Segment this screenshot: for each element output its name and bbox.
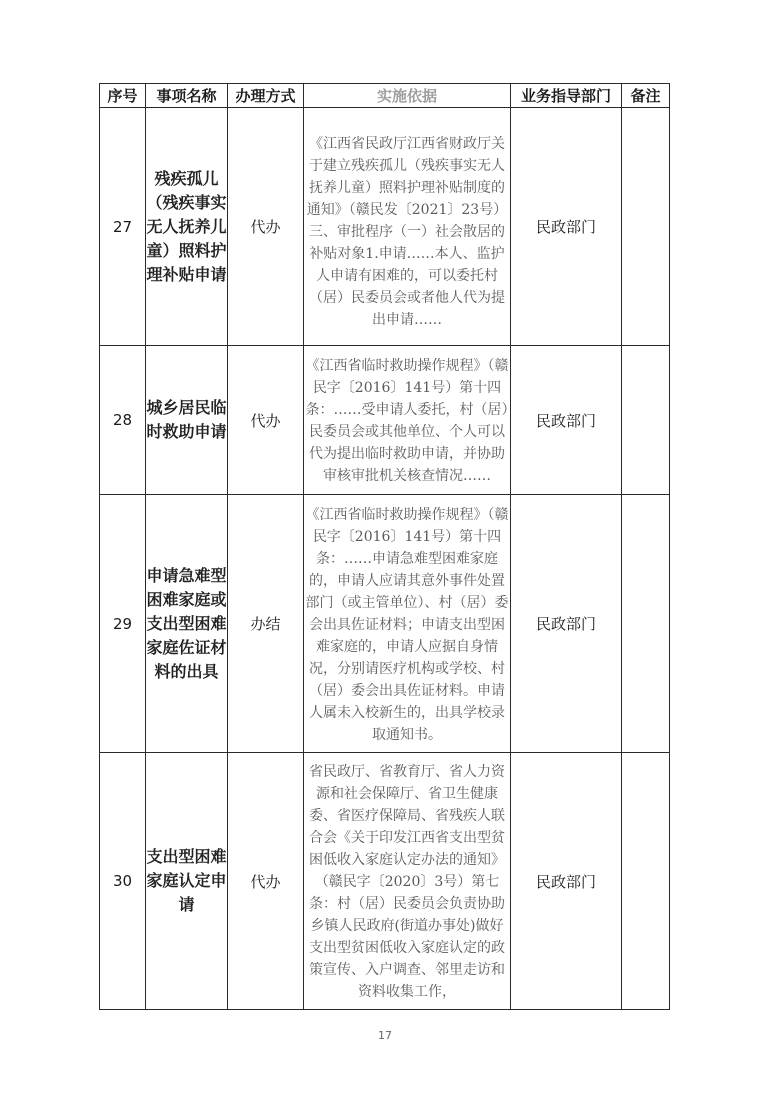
row-basis: 《江西省临时救助操作规程》（赣民字〔2016〕141号）第十四条：……申请急难型困难家庭的，申请人应请其意外事件处置部门（或主管单位）、村（居）委会出具佐证材料；申请支出型困难家庭的，申请人应据自身情况，分别请医疗机构或学校、村（居）委会出具佐证材料。申请人属未入校新生的，出具学校录取通知书。 xyxy=(304,495,511,753)
row-seq: 29 xyxy=(100,495,146,753)
row-seq: 30 xyxy=(100,753,146,1010)
row-method: 代办 xyxy=(228,108,304,346)
header-name: 事项名称 xyxy=(146,84,228,108)
row-basis: 《江西省临时救助操作规程》（赣民字〔2016〕141号）第十四条：……受申请人委托，村（居）民委员会或其他单位、个人可以代为提出临时救助申请，并协助审核审批机关核查情况…… xyxy=(304,346,511,495)
row-name: 城乡居民临时救助申请 xyxy=(146,346,228,495)
row-note xyxy=(622,346,670,495)
row-basis: 《江西省民政厅江西省财政厅关于建立残疾孤儿（残疾事实无人抚养儿童）照料护理补贴制度的通知》（赣民发〔2021〕23号）三、审批程序（一）社会散居的补贴对象1.申请……本人、监护人申请有困难的，可以委托村（居）民委员会或者他人代为提出申请…… xyxy=(304,108,511,346)
row-dept: 民政部门 xyxy=(511,346,622,495)
row-method: 办结 xyxy=(228,495,304,753)
table-row xyxy=(100,753,670,1010)
row-name: 残疾孤儿（残疾事实无人抚养儿童）照料护理补贴申请 xyxy=(146,108,228,346)
table-header-row xyxy=(100,84,670,108)
row-note xyxy=(622,495,670,753)
header-dept: 业务指导部门 xyxy=(511,84,622,108)
header-basis: 实施依据 xyxy=(304,84,511,108)
header-method: 办理方式 xyxy=(228,84,304,108)
row-basis: 省民政厅、省教育厅、省人力资源和社会保障厅、省卫生健康委、省医疗保障局、省残疾人联合会《关于印发江西省支出型贫困低收入家庭认定办法的通知》（赣民字〔2020〕3号）第七条：村（居）民委员会负责协助乡镇人民政府(街道办事处)做好支出型贫困低收入家庭认定的政策宣传、入户调查、邻里走访和资料收集工作， xyxy=(304,753,511,1010)
row-note xyxy=(622,753,670,1010)
row-seq: 28 xyxy=(100,346,146,495)
row-method: 代办 xyxy=(228,753,304,1010)
header-note: 备注 xyxy=(622,84,670,108)
table-row xyxy=(100,495,670,753)
table-row xyxy=(100,108,670,346)
row-note xyxy=(622,108,670,346)
header-seq: 序号 xyxy=(100,84,146,108)
matters-table xyxy=(99,83,670,1010)
row-method: 代办 xyxy=(228,346,304,495)
page-number: 17 xyxy=(378,1029,392,1042)
row-dept: 民政部门 xyxy=(511,753,622,1010)
row-dept: 民政部门 xyxy=(511,495,622,753)
row-dept: 民政部门 xyxy=(511,108,622,346)
row-name: 支出型困难家庭认定申请 xyxy=(146,753,228,1010)
row-name: 申请急难型困难家庭或支出型困难家庭佐证材料的出具 xyxy=(146,495,228,753)
table-row xyxy=(100,346,670,495)
row-seq: 27 xyxy=(100,108,146,346)
